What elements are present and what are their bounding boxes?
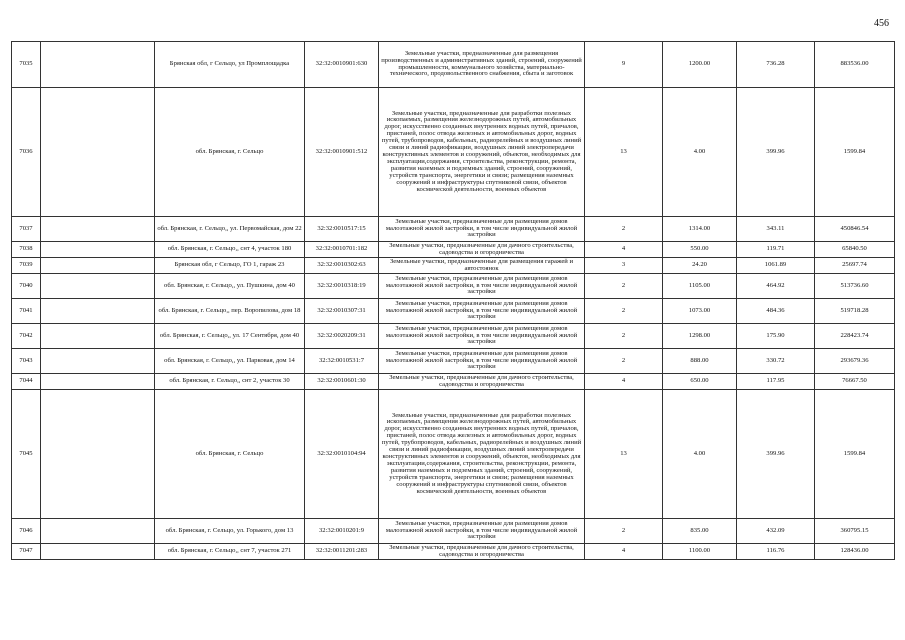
land-registry-table	[11, 41, 895, 560]
id-cell: 7036	[12, 88, 41, 217]
price-cell: 175.90	[737, 324, 815, 349]
empty-cell	[41, 274, 155, 299]
code-cell: 3	[585, 258, 663, 274]
table-row	[12, 258, 895, 274]
value-cell: 128436.00	[815, 544, 895, 560]
address-cell: обл. Брянская, г. Сельцо,, пер. Воропилова, дом 18	[155, 299, 305, 324]
empty-cell	[41, 390, 155, 519]
price-cell: 399.96	[737, 390, 815, 519]
address-cell: обл. Брянская, г. Сельцо,, ул. 17 Сентября, дом 40	[155, 324, 305, 349]
value-cell: 65840.50	[815, 242, 895, 258]
empty-cell	[41, 324, 155, 349]
description-cell: Земельные участки, предназначенные для размещения домов малоэтажной жилой застройки, в том числе индивидуальной жилой застройки	[379, 217, 585, 242]
table-row	[12, 390, 895, 519]
address-cell: Брянская обл, г Сельцо, ГО 1, гараж 23	[155, 258, 305, 274]
empty-cell	[41, 349, 155, 374]
address-cell: обл. Брянская, г. Сельцо,, ул. Парковая, дом 14	[155, 349, 305, 374]
address-cell: обл. Брянская, г. Сельцо,, ул. Первомайская, дом 22	[155, 217, 305, 242]
empty-cell	[41, 242, 155, 258]
price-cell: 116.76	[737, 544, 815, 560]
area-cell: 24.20	[663, 258, 737, 274]
area-cell: 1105.00	[663, 274, 737, 299]
area-cell: 550.00	[663, 242, 737, 258]
value-cell: 513736.60	[815, 274, 895, 299]
id-cell: 7047	[12, 544, 41, 560]
id-cell: 7035	[12, 42, 41, 88]
description-cell: Земельные участки, предназначенные для размещения домов малоэтажной жилой застройки, в том числе индивидуальной жилой застройки	[379, 274, 585, 299]
value-cell: 360795.15	[815, 519, 895, 544]
table-row	[12, 324, 895, 349]
empty-cell	[41, 519, 155, 544]
code-cell: 4	[585, 374, 663, 390]
table-row	[12, 88, 895, 217]
cadastral-cell: 32:32:0010901:630	[305, 42, 379, 88]
id-cell: 7043	[12, 349, 41, 374]
table-row	[12, 374, 895, 390]
area-cell: 1100.00	[663, 544, 737, 560]
code-cell: 4	[585, 242, 663, 258]
area-cell: 1073.00	[663, 299, 737, 324]
id-cell: 7044	[12, 374, 41, 390]
cadastral-cell: 32:32:0010901:512	[305, 88, 379, 217]
empty-cell	[41, 544, 155, 560]
address-cell: обл. Брянская, г. Сельцо	[155, 390, 305, 519]
area-cell: 1298.00	[663, 324, 737, 349]
area-cell: 1314.00	[663, 217, 737, 242]
page-number: 456	[874, 18, 889, 29]
area-cell: 4.00	[663, 88, 737, 217]
address-cell: обл. Брянская, г. Сельцо	[155, 88, 305, 217]
description-cell: Земельные участки, предназначенные для размещения домов малоэтажной жилой застройки, в том числе индивидуальной жилой застройки	[379, 324, 585, 349]
address-cell: обл. Брянская, г. Сельцо, ул. Горького, дом 13	[155, 519, 305, 544]
value-cell: 450846.54	[815, 217, 895, 242]
id-cell: 7042	[12, 324, 41, 349]
empty-cell	[41, 299, 155, 324]
id-cell: 7039	[12, 258, 41, 274]
area-cell: 1200.00	[663, 42, 737, 88]
empty-cell	[41, 217, 155, 242]
value-cell: 76667.50	[815, 374, 895, 390]
price-cell: 117.95	[737, 374, 815, 390]
description-cell: Земельные участки, предназначенные для размещения производственных и административных зданий, строений, сооружений промышленности, коммунального хозяйства, материально-технического, продовольственного снабжения, сбыта и заготовок	[379, 42, 585, 88]
cadastral-cell: 32:32:0010201:9	[305, 519, 379, 544]
cadastral-cell: 32:32:0020209:31	[305, 324, 379, 349]
table-row	[12, 349, 895, 374]
price-cell: 330.72	[737, 349, 815, 374]
code-cell: 2	[585, 324, 663, 349]
cadastral-cell: 32:32:0010302:63	[305, 258, 379, 274]
code-cell: 2	[585, 299, 663, 324]
code-cell: 13	[585, 390, 663, 519]
value-cell: 1599.84	[815, 88, 895, 217]
cadastral-cell: 32:32:0010701:182	[305, 242, 379, 258]
cadastral-cell: 32:32:0010307:31	[305, 299, 379, 324]
description-cell: Земельные участки, предназначенные для разработки полезных ископаемых, размещения железнодорожных путей, автомобильных дорог, искусственно созданных внутренних водных путей, причалов, пристаней, полос отвода железных и автомобильных дорог, водных путей, трубопроводов, кабельных, радиорелейных и воздушных линий связи и линий радиофикации, воздушных линий электропередачи конструктивных элементов и сооружений, объектов, необходимых для эксплуатации,содержания, строительства, реконструкции, ремонта, развития наземных и подземных зданий, строений, сооружений, устройств транспорта, энергетики и связи; размещения наземных сооружений и инфраструктуры спутниковой связи, объектов космической деятельности, военных объектов	[379, 88, 585, 217]
value-cell: 883536.00	[815, 42, 895, 88]
cadastral-cell: 32:32:0010318:19	[305, 274, 379, 299]
value-cell: 25697.74	[815, 258, 895, 274]
address-cell: обл. Брянская, г. Сельцо,, ул. Пушкина, дом 40	[155, 274, 305, 299]
area-cell: 650.00	[663, 374, 737, 390]
description-cell: Земельные участки, предназначенные для разработки полезных ископаемых, размещения железнодорожных путей, автомобильных дорог, искусственно созданных внутренних водных путей, причалов, пристаней, полос отвода железных и автомобильных дорог, водных путей, трубопроводов, кабельных, радиорелейных и воздушных линий связи и линий радиофикации, воздушных линий электропередачи конструктивных элементов и сооружений, объектов, необходимых для эксплуатации,содержания, строительства, реконструкции, ремонта, развития наземных и подземных зданий, строений, сооружений, устройств транспорта, энергетики и связи; размещения наземных сооружений и инфраструктуры спутниковой связи, объектов космической деятельности, военных объектов	[379, 390, 585, 519]
id-cell: 7040	[12, 274, 41, 299]
empty-cell	[41, 374, 155, 390]
price-cell: 432.09	[737, 519, 815, 544]
id-cell: 7046	[12, 519, 41, 544]
code-cell: 2	[585, 519, 663, 544]
description-cell: Земельные участки, предназначенные для размещения домов малоэтажной жилой застройки, в том числе индивидуальной жилой застройки	[379, 299, 585, 324]
description-cell: Земельные участки, предназначенные для дачного строительства, садоводства и огородничества	[379, 374, 585, 390]
price-cell: 399.96	[737, 88, 815, 217]
table-row	[12, 217, 895, 242]
price-cell: 1061.89	[737, 258, 815, 274]
table-row	[12, 274, 895, 299]
price-cell: 484.36	[737, 299, 815, 324]
area-cell: 888.00	[663, 349, 737, 374]
cadastral-cell: 32:32:0010601:30	[305, 374, 379, 390]
address-cell: Брянская обл, г Сельцо, ул Промплощадка	[155, 42, 305, 88]
id-cell: 7045	[12, 390, 41, 519]
id-cell: 7037	[12, 217, 41, 242]
price-cell: 464.92	[737, 274, 815, 299]
table-row	[12, 299, 895, 324]
address-cell: обл. Брянская, г. Сельцо,, снт 4, участок 180	[155, 242, 305, 258]
price-cell: 119.71	[737, 242, 815, 258]
cadastral-cell: 32:32:0011201:283	[305, 544, 379, 560]
price-cell: 343.11	[737, 217, 815, 242]
price-cell: 736.28	[737, 42, 815, 88]
description-cell: Земельные участки, предназначенные для размещения гаражей и автостоянок	[379, 258, 585, 274]
table-row	[12, 519, 895, 544]
area-cell: 4.00	[663, 390, 737, 519]
id-cell: 7041	[12, 299, 41, 324]
description-cell: Земельные участки, предназначенные для размещения домов малоэтажной жилой застройки, в том числе индивидуальной жилой застройки	[379, 349, 585, 374]
code-cell: 4	[585, 544, 663, 560]
address-cell: обл. Брянская, г. Сельцо,, снт 2, участок 30	[155, 374, 305, 390]
cadastral-cell: 32:32:0010104:94	[305, 390, 379, 519]
description-cell: Земельные участки, предназначенные для размещения домов малоэтажной жилой застройки, в том числе индивидуальной жилой застройки	[379, 519, 585, 544]
value-cell: 293679.36	[815, 349, 895, 374]
value-cell: 1599.84	[815, 390, 895, 519]
code-cell: 2	[585, 349, 663, 374]
code-cell: 13	[585, 88, 663, 217]
table-row	[12, 544, 895, 560]
code-cell: 2	[585, 274, 663, 299]
area-cell: 835.00	[663, 519, 737, 544]
cadastral-cell: 32:32:0010517:15	[305, 217, 379, 242]
table-row	[12, 42, 895, 88]
empty-cell	[41, 258, 155, 274]
id-cell: 7038	[12, 242, 41, 258]
table-row	[12, 242, 895, 258]
description-cell: Земельные участки, предназначенные для дачного строительства, садоводства и огородничества	[379, 544, 585, 560]
value-cell: 519718.28	[815, 299, 895, 324]
code-cell: 2	[585, 217, 663, 242]
empty-cell	[41, 42, 155, 88]
description-cell: Земельные участки, предназначенные для дачного строительства, садоводства и огородничества	[379, 242, 585, 258]
empty-cell	[41, 88, 155, 217]
code-cell: 9	[585, 42, 663, 88]
value-cell: 228423.74	[815, 324, 895, 349]
address-cell: обл. Брянская, г. Сельцо,, снт 7, участок 271	[155, 544, 305, 560]
cadastral-cell: 32:32:0010531:7	[305, 349, 379, 374]
